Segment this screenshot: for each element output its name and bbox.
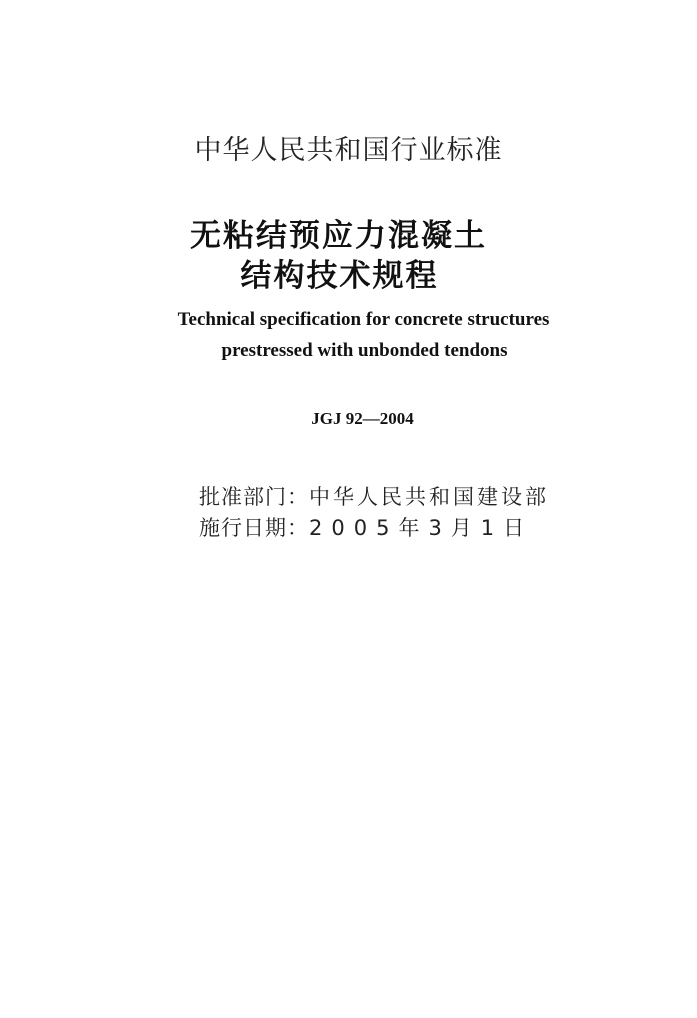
effective-date-row bbox=[199, 512, 533, 542]
effective-date-value: 2005年3月1日 bbox=[309, 516, 534, 540]
title-english-line-1: Technical specification for concrete structures bbox=[177, 309, 550, 330]
approval-department-row bbox=[199, 481, 549, 511]
effective-date-label: 施行日期： bbox=[199, 516, 309, 540]
approval-department-value: 中华人民共和国建设部 bbox=[309, 485, 549, 509]
approval-department-label: 批准部门： bbox=[199, 485, 309, 509]
standard-code: JGJ 92—2004 bbox=[311, 409, 414, 428]
title-chinese-line-1: 无粘结预应力混凝土 bbox=[190, 218, 487, 254]
title-english-line-2: prestressed with unbonded tendons bbox=[221, 340, 508, 361]
standard-category: 中华人民共和国行业标准 bbox=[194, 135, 503, 166]
title-chinese-line-2: 结构技术规程 bbox=[240, 258, 439, 294]
